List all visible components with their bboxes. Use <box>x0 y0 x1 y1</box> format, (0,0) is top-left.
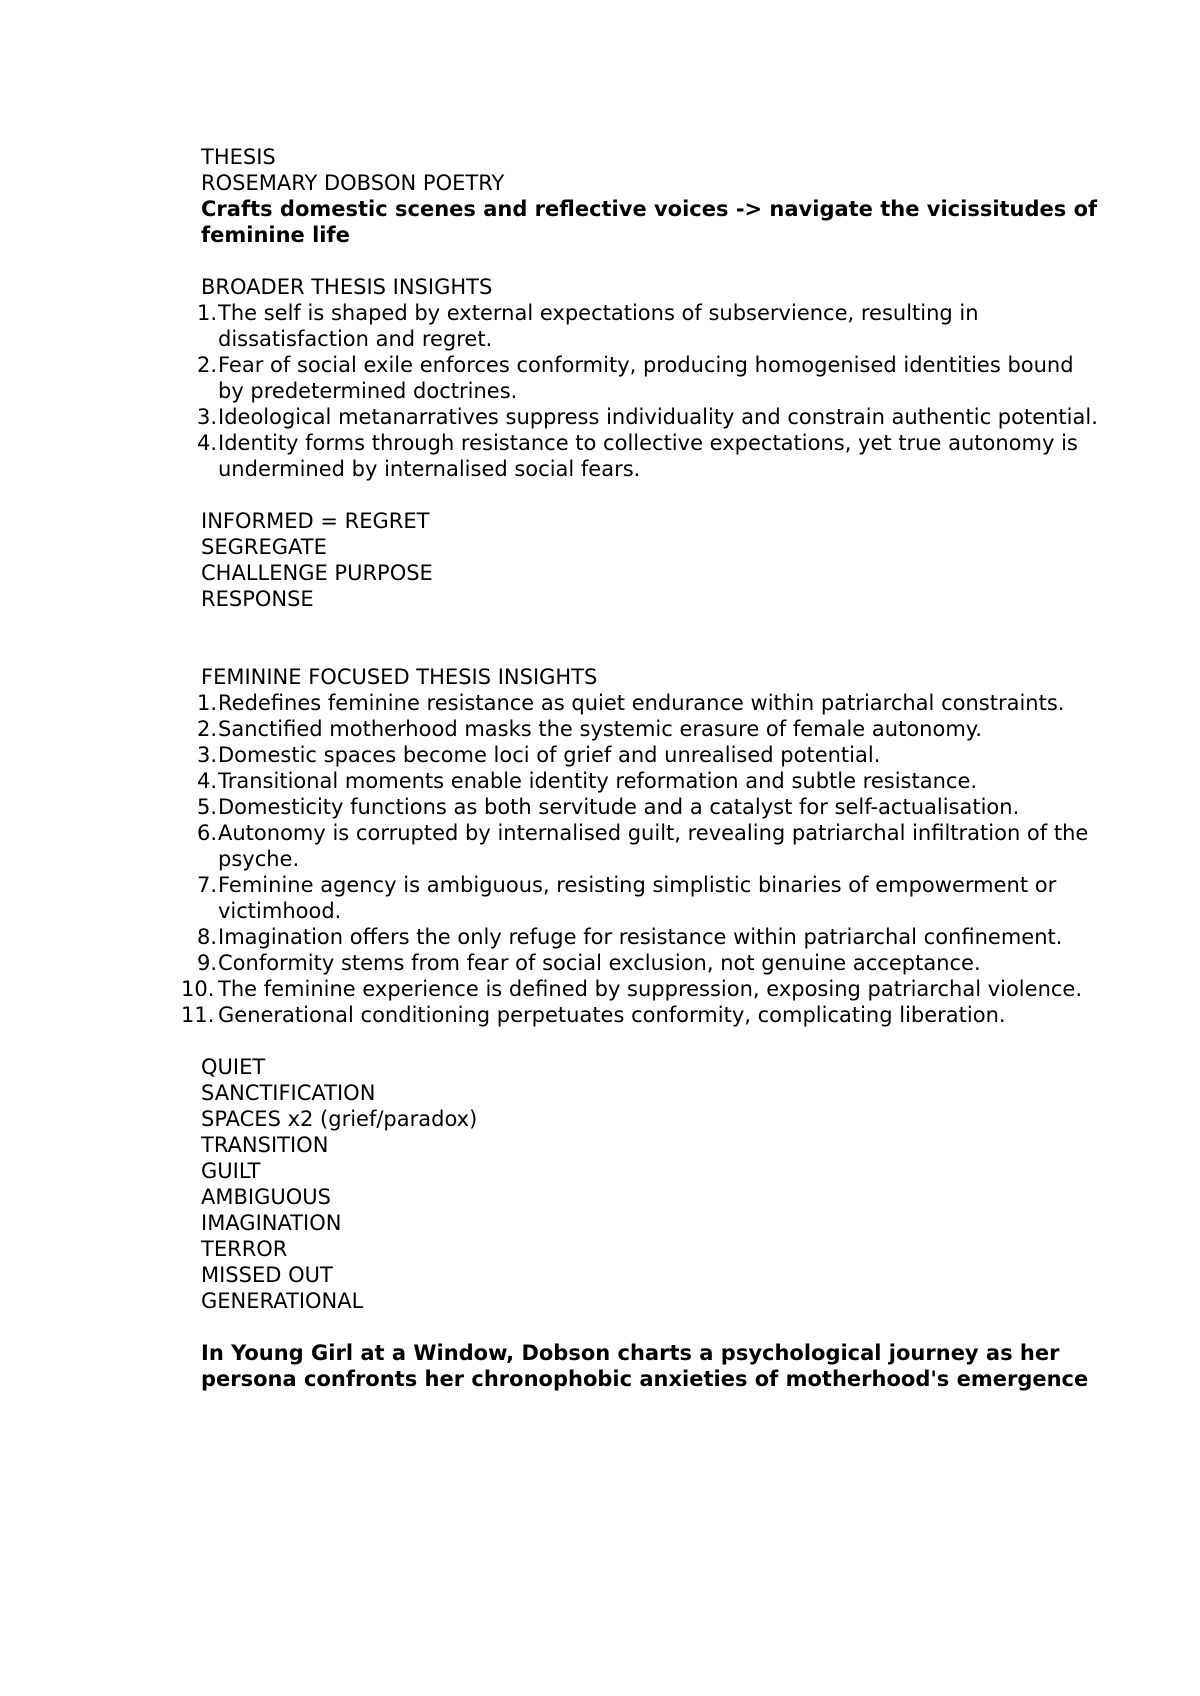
thesis-label: THESIS <box>201 145 276 169</box>
keyword: MISSED OUT <box>201 1263 333 1287</box>
feminine-keywords <box>201 1054 1101 1314</box>
keyword: IMAGINATION <box>201 1211 342 1235</box>
list-item: 7. Feminine agency is ambiguous, resisting simplistic binaries of empowerment or victimhood. <box>196 873 1057 923</box>
list-item: 4. Identity forms through resistance to collective expectations, yet true autonomy is undermined by internalised social fears. <box>196 431 1078 481</box>
closing-statement: In Young Girl at a Window, Dobson charts a psychological journey as her persona confronts her chronophobic anxieties of motherhood's emergence <box>201 1341 1089 1391</box>
keyword: SANCTIFICATION <box>201 1081 376 1105</box>
feminine-insights-list <box>181 690 1101 1028</box>
keyword: QUIET <box>201 1055 266 1079</box>
list-item: 4. Transitional moments enable identity reformation and subtle resistance. <box>196 769 978 793</box>
keyword: AMBIGUOUS <box>201 1185 331 1209</box>
list-item: 9. Conformity stems from fear of social exclusion, not genuine acceptance. <box>196 951 981 975</box>
keyword: INFORMED = REGRET <box>201 509 430 533</box>
keyword: GUILT <box>201 1159 261 1183</box>
list-item: 10. The feminine experience is defined by suppression, exposing patriarchal violence. <box>181 977 1083 1001</box>
list-item: 11. Generational conditioning perpetuates conformity, complicating liberation. <box>181 1003 1006 1027</box>
broader-heading: BROADER THESIS INSIGHTS <box>201 275 493 299</box>
list-item: 6. Autonomy is corrupted by internalised guilt, revealing patriarchal infiltration of the psyche. <box>196 821 1089 871</box>
thesis-statement: Crafts domestic scenes and reflective voices -> navigate the vicissitudes of feminine life <box>201 197 1098 247</box>
list-item: 1. Redefines feminine resistance as quiet endurance within patriarchal constraints. <box>196 691 1065 715</box>
list-item: 5. Domesticity functions as both servitude and a catalyst for self-actualisation. <box>196 795 1020 819</box>
keyword: GENERATIONAL <box>201 1289 364 1313</box>
list-item: 1. The self is shaped by external expectations of subservience, resulting in dissatisfaction and regret. <box>196 301 979 351</box>
list-item: 2. Fear of social exile enforces conformity, producing homogenised identities bound by predetermined doctrines. <box>196 353 1074 403</box>
broader-insights-list <box>196 300 1101 482</box>
broader-keywords <box>201 508 1101 612</box>
keyword: TRANSITION <box>201 1133 329 1157</box>
list-item: 3. Domestic spaces become loci of grief and unrealised potential. <box>196 743 881 767</box>
keyword: SEGREGATE <box>201 535 327 559</box>
list-item: 8. Imagination offers the only refuge for resistance within patriarchal confinement. <box>196 925 1063 949</box>
list-item: 2. Sanctified motherhood masks the systemic erasure of female autonomy. <box>196 717 982 741</box>
keyword: CHALLENGE PURPOSE <box>201 561 433 585</box>
list-item: 3. Ideological metanarratives suppress individuality and constrain authentic potential. <box>196 405 1098 429</box>
keyword: RESPONSE <box>201 587 314 611</box>
feminine-heading: FEMININE FOCUSED THESIS INSIGHTS <box>201 665 598 689</box>
keyword: TERROR <box>201 1237 288 1261</box>
keyword: SPACES x2 (grief/paradox) <box>201 1107 478 1131</box>
thesis-subject: ROSEMARY DOBSON POETRY <box>201 171 505 195</box>
document-body <box>181 144 1101 1392</box>
